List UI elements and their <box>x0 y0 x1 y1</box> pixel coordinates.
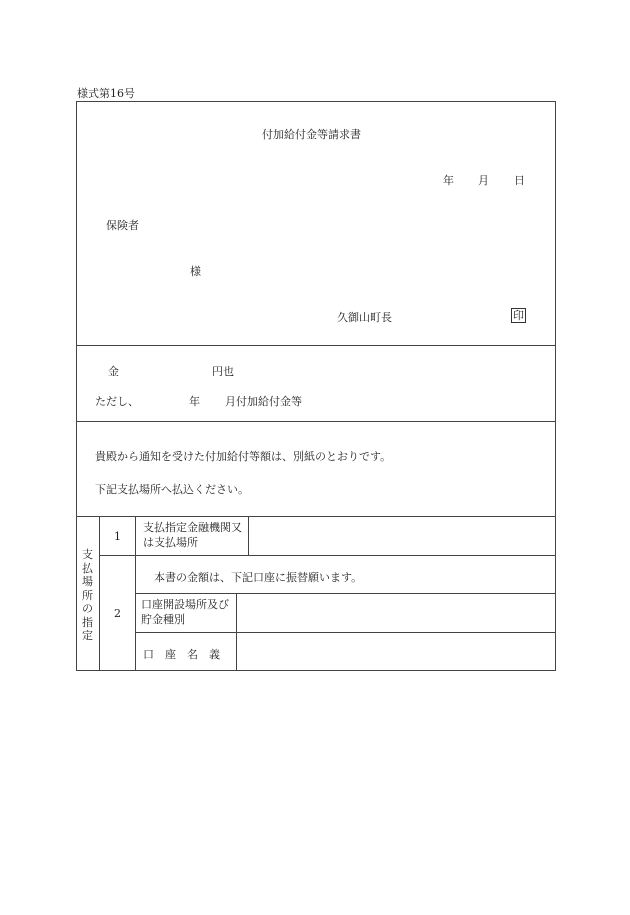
vline-number <box>135 516 136 671</box>
border-top <box>76 101 556 102</box>
date-month: 月 <box>478 174 489 187</box>
border-bottom <box>76 670 556 671</box>
date-year: 年 <box>443 174 454 187</box>
holder-label: 口 座 名 義 <box>143 648 220 661</box>
row1-value[interactable] <box>250 518 554 554</box>
divider-6 <box>135 632 556 633</box>
divider-4 <box>99 555 556 556</box>
row1-label: 支払指定金融機関又は支払場所 <box>143 521 242 549</box>
vline-row1-label <box>248 516 249 555</box>
divider-2 <box>76 421 556 422</box>
vline-row2-label <box>236 593 237 671</box>
row1-number: 1 <box>114 530 121 543</box>
amount-suffix: 円也 <box>212 365 234 378</box>
note-year: 年 <box>189 395 200 408</box>
body-text-1: 貴殿から通知を受けた付加給付等額は、別紙のとおりです。 <box>95 450 392 463</box>
amount-prefix: 金 <box>108 365 119 378</box>
insurer-label: 保険者 <box>106 219 139 232</box>
honorific: 様 <box>190 265 201 278</box>
mayor-title: 久御山町長 <box>337 311 392 324</box>
branch-value[interactable] <box>238 595 554 631</box>
holder-value[interactable] <box>238 634 554 669</box>
note-prefix: ただし、 <box>95 395 139 408</box>
divider-3 <box>76 516 556 517</box>
border-right <box>555 101 556 671</box>
payment-section-label: 支払場所の指定 <box>82 548 93 642</box>
form-number: 様式第16号 <box>77 87 135 100</box>
row2-number: 2 <box>114 607 121 620</box>
vline-section <box>99 516 100 671</box>
note-text: 月付加給付金等 <box>225 395 302 408</box>
border-left <box>76 101 77 671</box>
divider-5 <box>135 593 556 594</box>
date-day: 日 <box>514 174 525 187</box>
seal-mark: 印 <box>513 309 524 322</box>
divider-1 <box>76 345 556 346</box>
form-title: 付加給付金等請求書 <box>262 128 361 141</box>
body-text-2: 下記支払場所へ払込ください。 <box>95 483 249 496</box>
branch-label: 口座開設場所及び貯金種別 <box>141 598 229 626</box>
row2-statement: 本書の金額は、下記口座に振替願います。 <box>154 571 363 584</box>
